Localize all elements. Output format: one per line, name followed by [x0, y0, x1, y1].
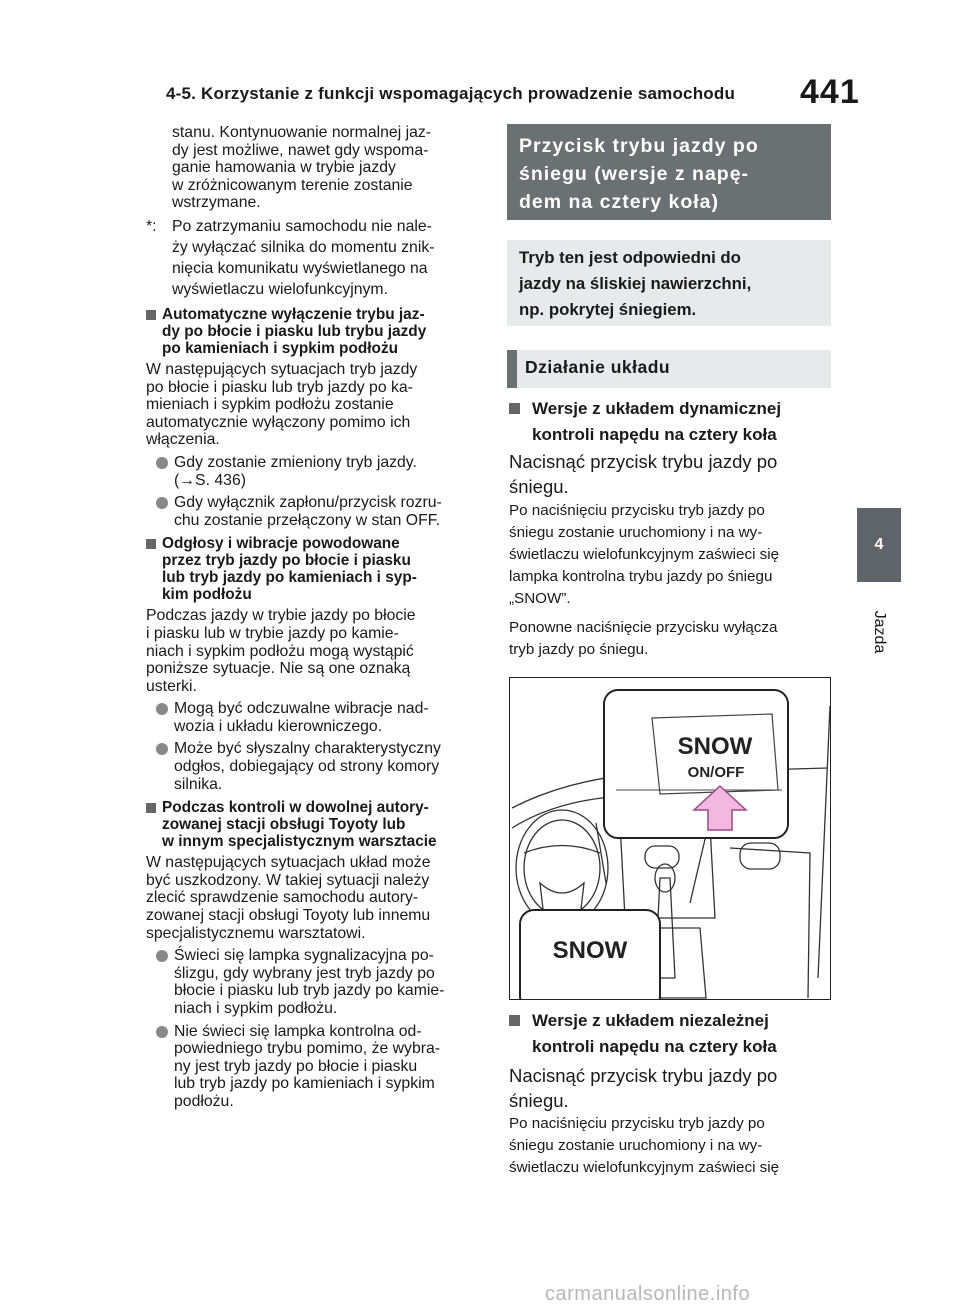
- list-item: [146, 947, 480, 1017]
- subsection-heading: [146, 535, 480, 603]
- list-item-text: Świeci się lampka sygnalizacyjna po- ślizgu, gdy wybrany jest tryb jazdy po błocie i piasku lub tryb jazdy po kamie- niach i sypkim podłożu.: [174, 947, 445, 1017]
- heading-text: Wersje z układem dynamicznej kontroli napędu na cztery koła: [532, 399, 782, 444]
- list-item: [146, 740, 480, 793]
- bullet-dot-icon: [156, 1026, 168, 1038]
- list-item-text: Nie świeci się lampka kontrolna od- powiedniego trybu pomimo, że wybra- ny jest tryb jazdy po błocie i piasku lub tryb jazdy po kamieniach i sypkim podłożu.: [174, 1022, 441, 1110]
- list-item-text: Gdy wyłącznik zapłonu/przycisk rozru- chu zostanie przełączony w stan OFF.: [174, 494, 442, 529]
- list-item-text: Mogą być odczuwalne wibracje nad- wozia i układu kierowniczego.: [174, 700, 429, 735]
- subheading-bar: Działanie układu: [507, 350, 831, 388]
- bullet-dot-icon: [156, 703, 168, 715]
- footnote-mark: *:: [146, 217, 157, 235]
- footnote: [146, 216, 480, 300]
- section-title-banner: Przycisk trybu jazdy po śniegu (wersje z napę- dem na cztery koła): [507, 124, 831, 220]
- snow-button-illustration: [509, 677, 831, 1000]
- section-intro-box: Tryb ten jest odpowiedni do jazdy na śliskiej nawierzchni, np. pokrytej śniegiem.: [507, 240, 831, 326]
- heading-text: Wersje z układem niezależnej kontroli napędu na cztery koła: [532, 1011, 777, 1056]
- page-number: 441: [800, 73, 860, 111]
- watermark: carmanualsonline.info: [545, 1283, 751, 1305]
- list-item: [146, 1023, 480, 1111]
- left-column: [146, 124, 480, 1111]
- list-item-text: Może być słyszalny charakterystyczny odgłos, dobiegający od strony komory silnika.: [174, 740, 441, 793]
- square-bullet-icon: [146, 310, 156, 320]
- subsection-heading: [509, 1008, 831, 1060]
- subsection-heading: [509, 396, 831, 448]
- chapter-label-text: Jazda: [871, 610, 888, 654]
- subsection-heading: [146, 799, 480, 850]
- dashboard-drawing: [510, 678, 831, 1000]
- square-bullet-icon: [509, 403, 520, 414]
- on-off-label: ON/OFF: [687, 764, 745, 781]
- list-item: [146, 494, 480, 529]
- bullet-dot-icon: [156, 950, 168, 962]
- body-paragraph: W następujących sytuacjach układ może być uszkodzony. W takiej sytuacji należy zlecić sprawdzenie samochodu autory- zowanej stacji obsługi Toyoty lub innemu specjalistycznemu warsztatowi.: [146, 854, 431, 942]
- snow-button-label: SNOW: [677, 733, 753, 760]
- body-paragraph: Po naciśnięciu przycisku tryb jazdy po śniegu zostanie uruchomiony i na wy- świetlaczu wielofunkcyjnym zaświeci się: [509, 1115, 780, 1176]
- chapter-number: 4: [874, 536, 884, 553]
- list-item: [146, 700, 480, 735]
- chapter-tab: [857, 508, 901, 582]
- square-bullet-icon: [146, 539, 156, 549]
- square-bullet-icon: [509, 1015, 520, 1026]
- heading-text: Automatyczne wyłączenie trybu jaz- dy po błocie i piasku lub trybu jazdy po kamieniach i sypkim podłożu: [162, 305, 427, 357]
- continued-paragraph: stanu. Kontynuowanie normalnej jaz- dy jest możliwe, nawet gdy wspoma- ganie hamowania w trybie jazdy w zróżnicowanym terenie zostanie wstrzymane.: [172, 124, 432, 212]
- list-item-text: Gdy zostanie zmieniony tryb jazdy. (→S. 436): [174, 453, 417, 489]
- body-paragraph: W następujących sytuacjach tryb jazdy po błocie i piasku lub tryb jazdy po ka- mieniach i sypkim podłożu zostanie automatycznie wyłączony pomimo ich włączenia.: [146, 360, 418, 449]
- body-paragraph: Ponowne naciśnięcie przycisku wyłącza tryb jazdy po śniegu.: [509, 619, 778, 658]
- instruction-text: Nacisnąć przycisk trybu jazdy po śniegu.: [509, 451, 778, 497]
- snow-indicator-label: SNOW: [552, 937, 628, 964]
- body-paragraph: Podczas jazdy w trybie jazdy po błocie i piasku lub w trybie jazdy po kamie- niach i sypkim podłożu mogą wystąpić poniższe sytuacje. Nie są one oznaką usterki.: [146, 607, 416, 695]
- heading-text: Podczas kontroli w dowolnej autory- zowanej stacji obsługi Toyoty lub w innym specjalistycznym warsztacie: [162, 799, 437, 851]
- footnote-text: Po zatrzymaniu samochodu nie nale- ży wyłączać silnika do momentu znik- nięcia komunikatu wyświetlanego na wyświetlaczu wielofunkcyjnym.: [172, 217, 435, 298]
- running-header: 4-5. Korzystanie z funkcji wspomagających prowadzenie samochodu: [166, 84, 736, 103]
- bullet-dot-icon: [156, 743, 168, 755]
- bullet-dot-icon: [156, 457, 168, 469]
- chapter-label: [862, 592, 896, 672]
- subsection-heading: [146, 306, 480, 357]
- bullet-dot-icon: [156, 497, 168, 509]
- list-item: [146, 454, 480, 489]
- heading-text: Odgłosy i wibracje powodowane przez tryb jazdy po błocie i piasku lub tryb jazdy po kamieniach i syp- kim podłożu: [162, 535, 417, 604]
- body-paragraph: Po naciśnięciu przycisku tryb jazdy po śniegu zostanie uruchomiony i na wy- świetlaczu wielofunkcyjnym zaświeci się lampka kontrolna trybu jazdy po śniegu „SNOW”.: [509, 502, 780, 607]
- instruction-text: Nacisnąć przycisk trybu jazdy po śniegu.: [509, 1065, 778, 1111]
- square-bullet-icon: [146, 803, 156, 813]
